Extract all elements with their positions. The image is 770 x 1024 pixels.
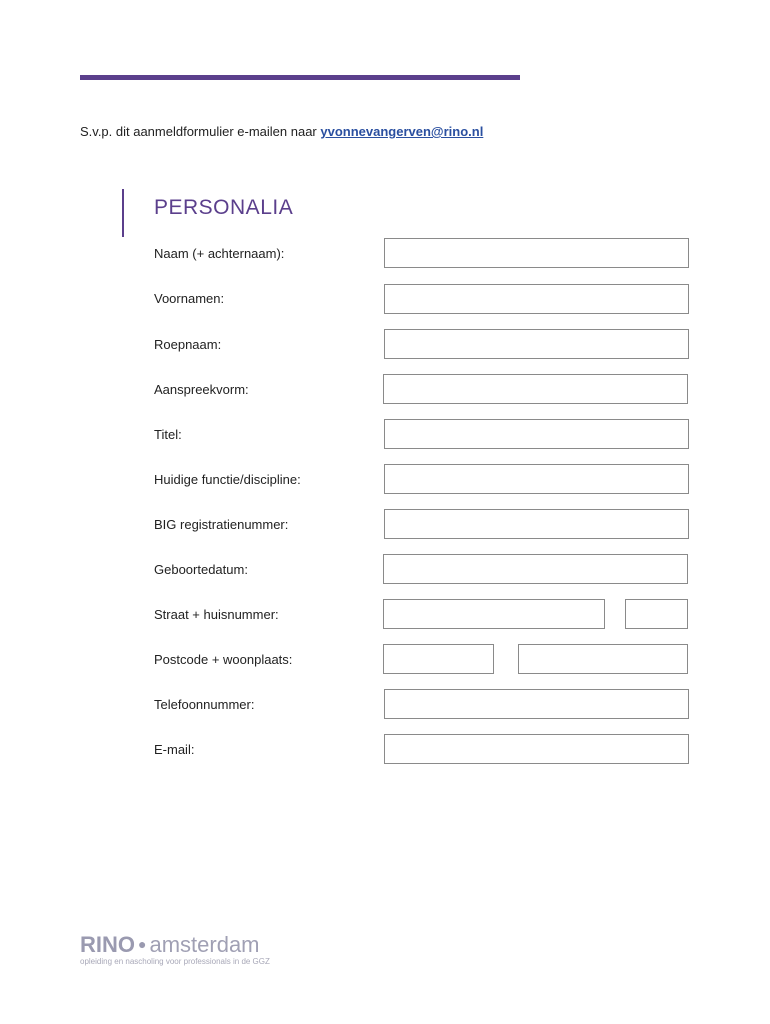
roepnaam-label: Roepnaam:	[154, 337, 222, 352]
voornamen-field[interactable]	[384, 284, 689, 314]
email-label: E-mail:	[154, 742, 195, 757]
header-rule	[80, 75, 520, 80]
logo-wordmark	[80, 932, 270, 957]
geboortedatum-field[interactable]	[383, 554, 688, 584]
logo-tagline: opleiding en nascholing voor professionals in de GGZ	[80, 957, 270, 966]
aanspreekvorm-field[interactable]	[383, 374, 688, 404]
big-field[interactable]	[384, 509, 689, 539]
section-title: PERSONALIA	[154, 196, 294, 219]
titel-label: Titel:	[154, 427, 182, 442]
instruction-text	[80, 124, 483, 139]
straat-label: Straat + huisnummer:	[154, 607, 279, 622]
email-link[interactable]: yvonnevangerven@rino.nl	[320, 124, 484, 139]
huisnummer-field[interactable]	[625, 599, 688, 629]
big-label: BIG registratienummer:	[154, 517, 289, 532]
instruction-label: S.v.p. dit aanmeldformulier e-mailen naar	[80, 124, 321, 139]
aanspreekvorm-label: Aanspreekvorm:	[154, 382, 249, 397]
postcode-label: Postcode + woonplaats:	[154, 652, 293, 667]
naam-label: Naam (+ achternaam):	[154, 246, 285, 261]
voornamen-label: Voornamen:	[154, 291, 225, 306]
titel-field[interactable]	[384, 419, 689, 449]
functie-field[interactable]	[384, 464, 689, 494]
geboortedatum-label: Geboortedatum:	[154, 562, 248, 577]
email-field[interactable]	[384, 734, 689, 764]
telefoon-label: Telefoonnummer:	[154, 697, 255, 712]
roepnaam-field[interactable]	[384, 329, 689, 359]
rino-logo	[80, 932, 270, 966]
straat-field[interactable]	[383, 599, 605, 629]
woonplaats-field[interactable]	[518, 644, 688, 674]
logo-brand: RINO	[80, 932, 135, 957]
section-rule	[122, 189, 124, 237]
telefoon-field[interactable]	[384, 689, 689, 719]
functie-label: Huidige functie/discipline:	[154, 472, 301, 487]
naam-field[interactable]	[384, 238, 689, 268]
logo-city: amsterdam	[149, 932, 260, 957]
postcode-field[interactable]	[383, 644, 494, 674]
logo-dot-icon: ●	[138, 936, 147, 952]
